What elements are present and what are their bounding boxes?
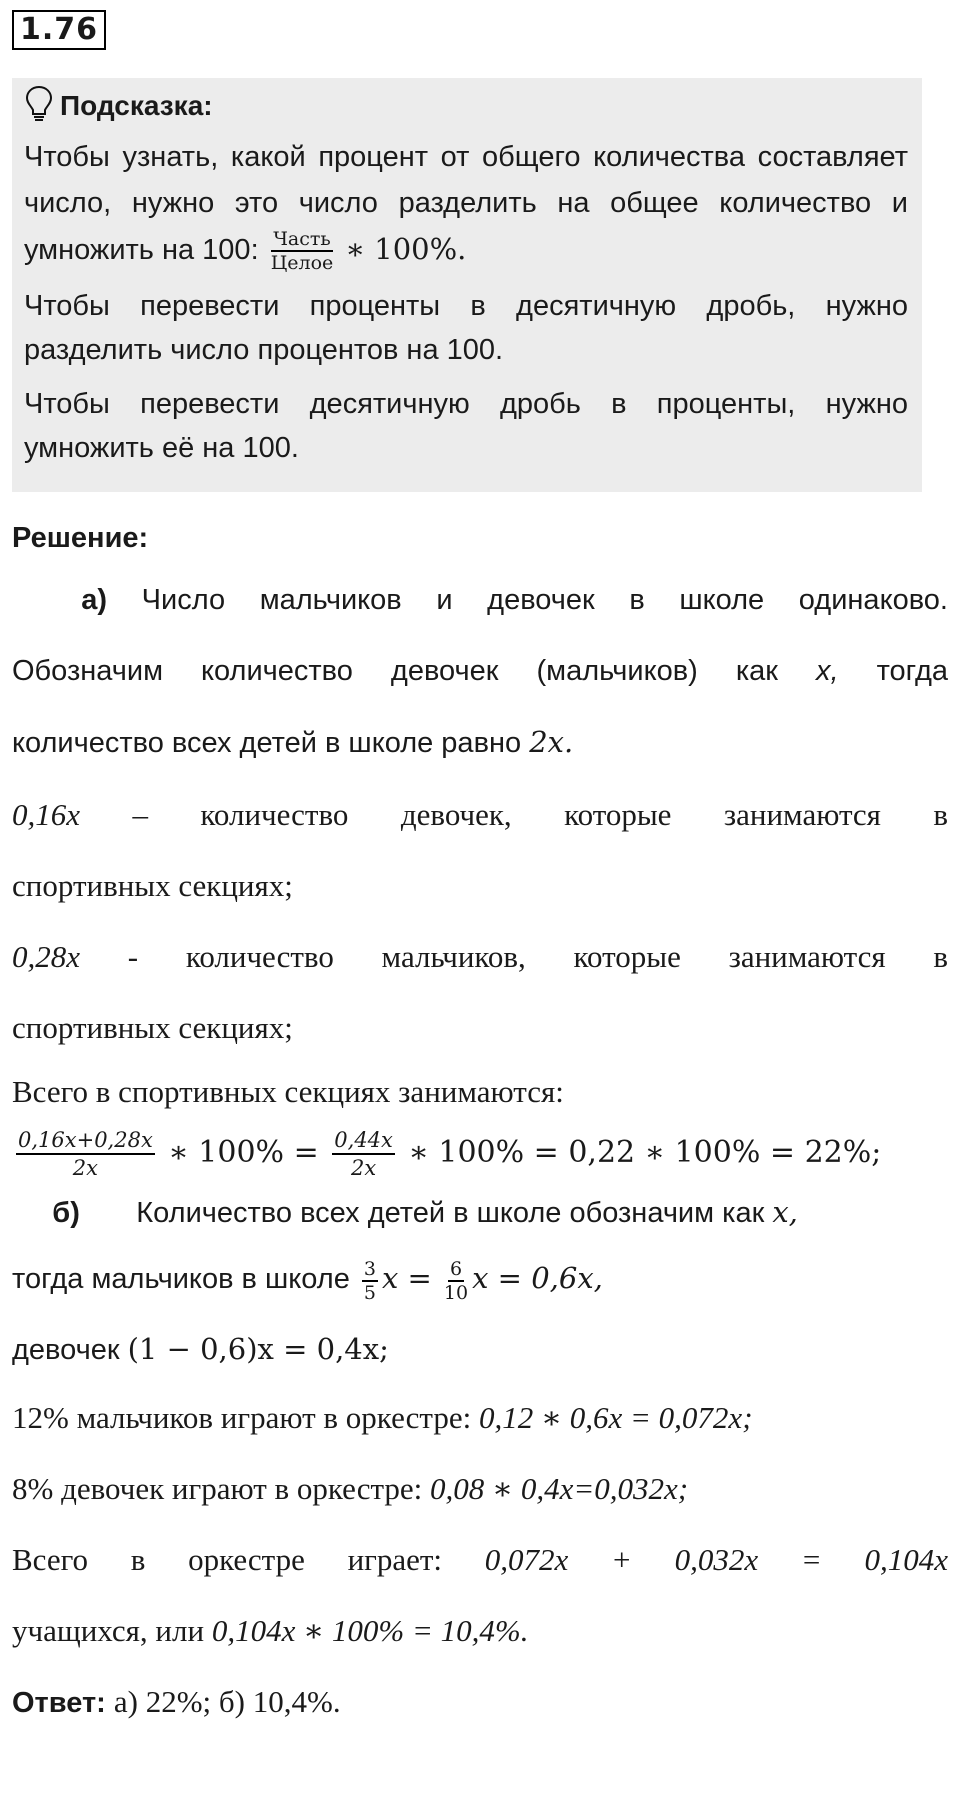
hint-p1-text: Чтобы узнать, какой процент от общего количества составляет число, нужно это число разделить на общее количество и умножить на 100: [24, 141, 908, 266]
eq1-denominator: 2x [72, 1156, 99, 1181]
equation-tail: ∗ 100% = 0,22 ∗ 100% = 22%; [408, 1135, 882, 1171]
a-line1-text: Число мальчиков и девочек в школе одинаково. [141, 584, 948, 617]
b-line6-text: Всего в оркестре играет: [12, 1542, 443, 1578]
equation-fraction-2 [332, 1127, 395, 1181]
b-line4-text: 12% мальчиков играют в оркестре: [12, 1400, 472, 1436]
solution-a-line-2 [12, 636, 948, 707]
a-line4-text: – количество девочек, которые занимаются в [132, 797, 949, 833]
fraction-part-whole [271, 228, 334, 274]
b-line7-text: учащихся, или [12, 1613, 205, 1649]
answer-label: Ответ: [12, 1687, 106, 1720]
b-line2-text: тогда мальчиков в школе [12, 1263, 350, 1296]
solution-a-line-5: спортивных секциях; [12, 868, 293, 904]
frac1-den: 5 [363, 1281, 376, 1304]
equation-mid: ∗ 100% = [168, 1135, 319, 1171]
equation-fraction-1 [16, 1127, 155, 1181]
solution-a-equation [12, 1121, 948, 1185]
frac1-num: 3 [363, 1257, 376, 1280]
solution-b-line-1 [12, 1185, 948, 1240]
solution-a-line-7: спортивных секциях; [12, 1010, 293, 1046]
hint-paragraph-1 [24, 134, 908, 274]
b-line5-math: 0,08 ∗ 0,4x=0,032x; [430, 1471, 689, 1507]
a-line2-tail: тогда [876, 655, 949, 688]
hint-header [24, 84, 908, 128]
solution-a-line-1 [12, 565, 948, 636]
hint-paragraph-3: Чтобы перевести десятичную дробь в проценты, нужно умножить её на 100. [24, 388, 908, 465]
b-line1-text: Количество всех детей в школе обозначим как [136, 1197, 765, 1230]
solution-b-line-6 [12, 1524, 948, 1595]
b-line5-text: 8% девочек играют в оркестре: [12, 1471, 423, 1507]
fraction-denominator: Целое [270, 252, 334, 275]
eq2-numerator: 0,44x [332, 1127, 395, 1155]
a-line6-math: 0,28x [12, 939, 81, 975]
b-line7-math: 0,104x ∗ 100% = 10,4%. [211, 1613, 529, 1649]
a-line6-text: - количество мальчиков, которые занимаются в [127, 939, 949, 975]
solution-a-line-4 [12, 779, 948, 850]
problem-number: 1.76 [12, 10, 106, 50]
fraction-numerator: Часть [273, 228, 331, 251]
eq2-denominator: 2x [350, 1156, 377, 1181]
hint-p1-tail: ∗ 100%. [345, 232, 467, 266]
frac2-den: 10 [443, 1281, 469, 1304]
frac2-num: 6 [449, 1257, 463, 1280]
a-line2-var: x, [816, 655, 839, 688]
a-line3-text: количество всех детей в школе равно [12, 727, 522, 760]
b-line4-math: 0,12 ∗ 0,6x = 0,072x; [478, 1400, 753, 1436]
b-line2-math1: x = [381, 1261, 432, 1296]
eq1-numerator: 0,16x+0,28x [16, 1127, 155, 1155]
hint-box [12, 78, 922, 492]
solution-b-line-4 [12, 1382, 948, 1453]
part-b-label: б) [52, 1197, 80, 1230]
fraction-6-10 [444, 1258, 468, 1304]
solution-a-line-8: Всего в спортивных секциях занимаются: [12, 1074, 564, 1110]
solution-b-line-3 [12, 1317, 948, 1382]
b-line3-text: девочек [12, 1334, 120, 1367]
b-line3-math: (1 − 0,6)x = 0,4x; [127, 1332, 389, 1367]
a-line4-math: 0,16x [12, 797, 81, 833]
b-line6-math: 0,072x + 0,032x = 0,104x [484, 1542, 948, 1578]
page [12, 10, 948, 1739]
hint-paragraph-2: Чтобы перевести проценты в десятичную дробь, нужно разделить число процентов на 100. [24, 290, 908, 367]
solution-title: Решение: [12, 522, 149, 555]
solution-a-line-6 [12, 921, 948, 992]
solution-a-line-3 [12, 707, 948, 779]
solution-b-line-5 [12, 1453, 948, 1524]
b-line1-var: x, [772, 1195, 798, 1230]
fraction-3-5 [362, 1258, 378, 1304]
part-a-label: а) [81, 584, 108, 617]
hint-title: Подсказка: [60, 90, 213, 121]
a-line3-math: 2x. [529, 725, 574, 760]
answer-text: а) 22%; б) 10,4%. [113, 1684, 341, 1720]
lightbulb-icon [24, 85, 54, 128]
a-line2-text: Обозначим количество девочек (мальчиков) как [12, 655, 778, 688]
solution-b-line-7 [12, 1595, 948, 1666]
answer [12, 1666, 948, 1739]
b-line2-math2: x = 0,6x, [472, 1261, 603, 1296]
solution-b-line-2 [12, 1240, 948, 1317]
